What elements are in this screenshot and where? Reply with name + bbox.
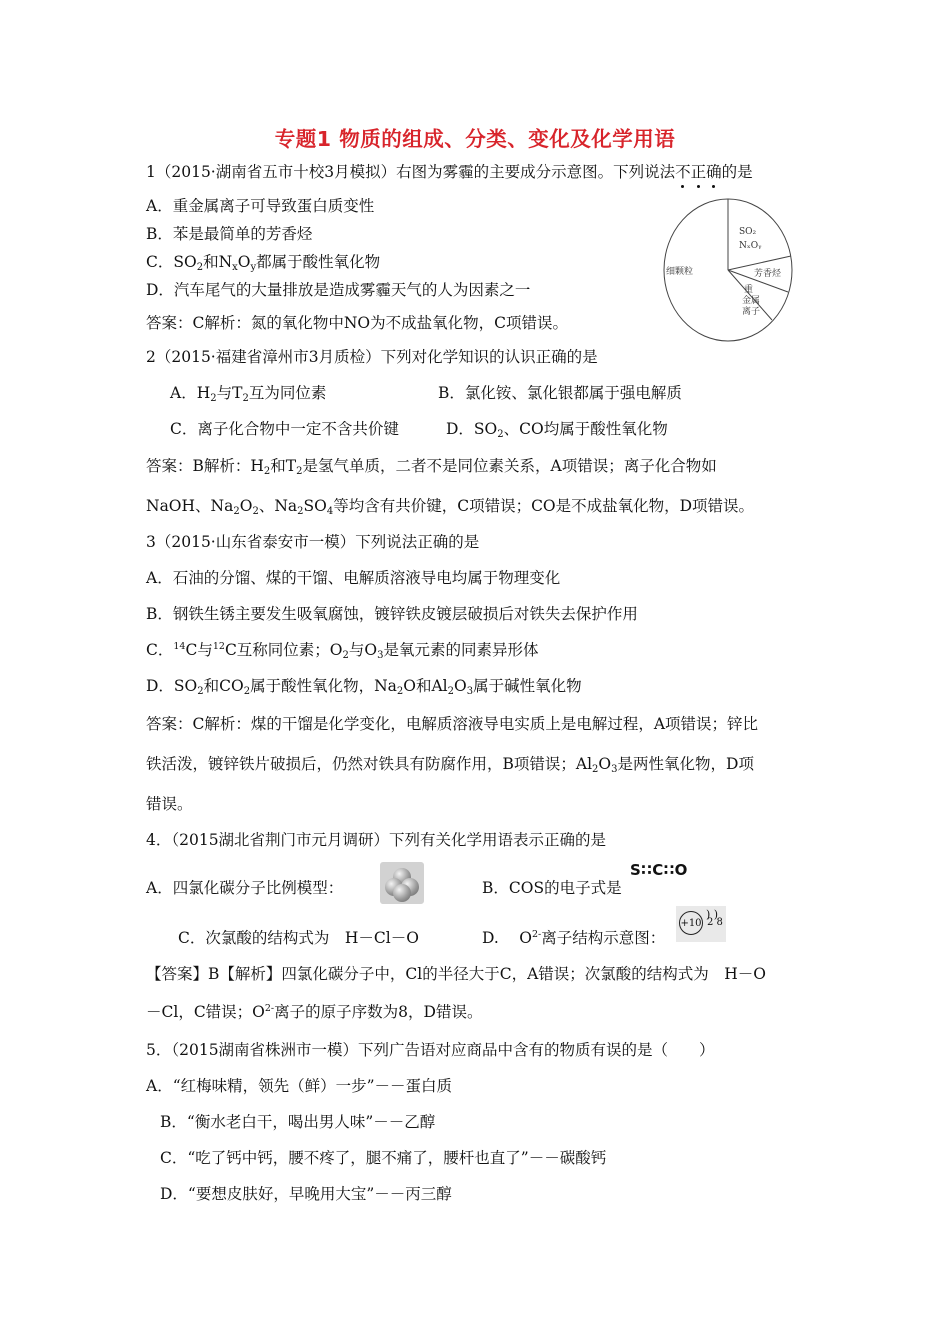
q1-option-b: B．苯是最简单的芳香烃 — [146, 225, 313, 243]
text: D. O — [482, 929, 532, 947]
smog-composition-pie-chart — [662, 198, 794, 342]
q4-option-a: A．四氯化碳分子比例模型： — [146, 879, 344, 897]
text: 属于酸性氧化物，Na — [250, 677, 397, 695]
subscript: 2 — [497, 429, 504, 440]
text: 离子结构示意图： — [541, 929, 666, 947]
q1-answer: 答案：C解析：氮的氧化物中NO为不成盐氧化物，C项错误。 — [146, 314, 568, 332]
q2-option-b: B．氯化铵、氯化银都属于强电解质 — [438, 384, 682, 402]
cos-electron-formula: S∷C∷O — [630, 861, 688, 879]
text: 、CO均属于酸性氧化物 — [503, 420, 668, 438]
text: C与 — [185, 641, 213, 659]
pie-label-so2: SO₂ — [739, 227, 757, 237]
text: －Cl，C错误；O — [146, 1003, 265, 1021]
q5-option-d: D．“要想皮肤好，早晚用大宝”－－丙三醇 — [160, 1185, 452, 1203]
pie-label-fine-particles: 细颗粒 — [666, 267, 694, 277]
text: 是氢气单质，二者不是同位素关系，A项错误；离子化合物如 — [302, 457, 717, 475]
subscript: 4 — [326, 506, 334, 517]
q3-option-c — [146, 638, 539, 660]
text: 属于碱性氧化物 — [473, 677, 582, 695]
pie-label-aromatic: 芳香烃 — [754, 269, 782, 279]
text: O — [598, 755, 612, 773]
text: 、Na — [258, 497, 298, 515]
subscript: 2 — [592, 764, 599, 775]
text: C． — [146, 641, 174, 659]
q1-stem-text: 1（2015·湖南省五市十校3月模拟）右图为雾霾的主要成分示意图。下列说法 — [146, 163, 676, 181]
q3-option-b: B．钢铁生锈主要发生吸氧腐蚀，镀锌铁皮镀层破损后对铁失去保护作用 — [146, 605, 638, 623]
q5-option-a: A．“红梅味精，领先（鲜）一步”－－蛋白质 — [146, 1077, 453, 1095]
q3-answer-line-1: 答案：C解析：煤的干馏是化学变化，电解质溶液导电实质上是电解过程，A项错误；锌比 — [146, 715, 759, 733]
subscript: y — [250, 262, 257, 273]
text: 和T — [270, 457, 297, 475]
q3-answer-line-3: 错误。 — [146, 795, 193, 813]
page-title: 专题1 物质的组成、分类、变化及化学用语 — [274, 127, 676, 151]
text: SO — [303, 497, 327, 515]
q1-option-c — [146, 250, 380, 272]
text: 和CO — [203, 677, 244, 695]
text: 铁活泼，镀锌铁片破损后，仍然对铁具有防腐作用，B项错误；Al — [146, 755, 593, 773]
ion-nucleus: +10 — [679, 911, 703, 935]
text: NaOH、Na — [146, 497, 234, 515]
subscript: 2 — [342, 650, 349, 661]
q1-stem-end: 的是 — [721, 163, 753, 181]
text: O — [237, 253, 251, 271]
subscript: 3 — [466, 686, 474, 697]
q5-option-b: B．“衡水老白干，喝出男人味”－－乙醇 — [160, 1113, 436, 1131]
q5-stem: 5．（2015湖南省株洲市一模）下列广告语对应商品中含有的物质有误的是（ ） — [146, 1041, 715, 1059]
subscript: 3 — [611, 764, 618, 775]
q5-option-c: C．“吃了钙中钙，腰不疼了，腿不痛了，腰杆也直了”－－碳酸钙 — [160, 1149, 607, 1167]
q1-stem — [146, 160, 753, 182]
text: 是氧元素的同素异形体 — [383, 641, 539, 659]
emphasis-char — [706, 163, 722, 181]
text: O — [454, 677, 467, 695]
subscript: 2 — [252, 506, 259, 517]
text: 离子的原子序数为8，D错误。 — [274, 1003, 483, 1021]
ccl4-space-filling-model-image — [380, 862, 424, 904]
subscript: 2 — [243, 686, 251, 697]
text: A．H — [170, 384, 211, 402]
q4-option-c: C．次氯酸的结构式为 H－Cl－O — [178, 929, 419, 947]
text: 互为同位素 — [248, 384, 327, 402]
text: C．SO — [146, 253, 197, 271]
q2-option-d — [446, 417, 668, 439]
q3-option-a: A．石油的分馏、煤的干馏、电解质溶液导电均属于物理变化 — [146, 569, 561, 587]
emphasis-dot — [681, 185, 684, 188]
q3-stem: 3（2015·山东省泰安市一模）下列说法正确的是 — [146, 533, 480, 551]
q4-option-b: B．COS的电子式是 — [482, 879, 622, 897]
emphasis-dot — [712, 185, 715, 188]
pie-label-metal-3: 离子 — [742, 307, 761, 317]
q4-answer-line-1: 【答案】B【解析】四氯化碳分子中，Cl的半径大于C，A错误；次氯酸的结构式为 H－O — [146, 965, 766, 983]
pie-divider — [728, 256, 791, 270]
pie-label-nxoy: NₓOᵧ — [739, 241, 762, 251]
q1-option-d: D．汽车尾气的大量排放是造成雾霾天气的人为因素之一 — [146, 281, 531, 299]
q4-answer-line-2 — [146, 1000, 482, 1022]
superscript: 12 — [212, 641, 225, 652]
subscript: 2 — [297, 506, 304, 517]
ion-shell-arc: ) ) — [706, 908, 719, 921]
subscript: 2 — [296, 466, 303, 477]
q3-answer-line-2 — [146, 752, 754, 774]
text: 和N — [203, 253, 233, 271]
ion-structure-diagram — [676, 906, 726, 942]
text: D．SO — [446, 420, 498, 438]
subscript: x — [232, 262, 238, 273]
subscript: 2 — [263, 466, 271, 477]
text: 等均含有共价键，C项错误；CO是不成盐氧化物，D项错误。 — [333, 497, 755, 515]
text: 都属于酸性氧化物 — [256, 253, 381, 271]
subscript: 2 — [242, 393, 249, 404]
subscript: 2 — [196, 262, 204, 273]
emphasis-dot — [697, 185, 700, 188]
emphasis-text: 正 — [690, 163, 707, 181]
text: D．SO — [146, 677, 198, 695]
q2-option-c: C．离子化合物中一定不含共价键 — [170, 420, 399, 438]
emphasis-char — [675, 163, 691, 181]
subscript: 2 — [447, 686, 455, 697]
text: C互称同位素；O — [224, 641, 343, 659]
subscript: 2 — [197, 686, 204, 697]
q2-option-a — [170, 381, 326, 403]
text: O — [239, 497, 253, 515]
emphasis-text: 不 — [675, 163, 691, 181]
superscript: 14 — [173, 641, 186, 652]
emphasis-text: 确 — [706, 163, 722, 181]
superscript: 2- — [264, 1003, 275, 1014]
text: 与T — [216, 384, 243, 402]
superscript: 2- — [531, 929, 542, 940]
q4-option-d — [482, 926, 665, 948]
q2-answer-line-2 — [146, 494, 754, 516]
emphasis-char — [691, 163, 707, 181]
pie-label-metal-2: 金属 — [742, 296, 761, 306]
q3-option-d — [146, 674, 582, 696]
subscript: 3 — [377, 650, 384, 661]
text: 与O — [348, 641, 378, 659]
text: 是两性氧化物，D项 — [617, 755, 754, 773]
text: 答案：B解析：H — [146, 457, 264, 475]
text: O和Al — [403, 677, 448, 695]
subscript: 2 — [210, 393, 217, 404]
subscript: 2 — [396, 686, 404, 697]
q4-stem: 4．（2015湖北省荆门市元月调研）下列有关化学用语表示正确的是 — [146, 831, 607, 849]
ion-shell-counts: 2 8 — [707, 917, 723, 928]
q2-answer-line-1 — [146, 454, 717, 476]
q2-stem: 2（2015·福建省漳州市3月质检）下列对化学知识的认识正确的是 — [146, 348, 598, 366]
pie-label-metal-1: 重 — [744, 285, 754, 295]
subscript: 2 — [233, 506, 240, 517]
atom-ball — [393, 884, 411, 902]
q1-option-a: A．重金属离子可导致蛋白质变性 — [146, 197, 375, 215]
